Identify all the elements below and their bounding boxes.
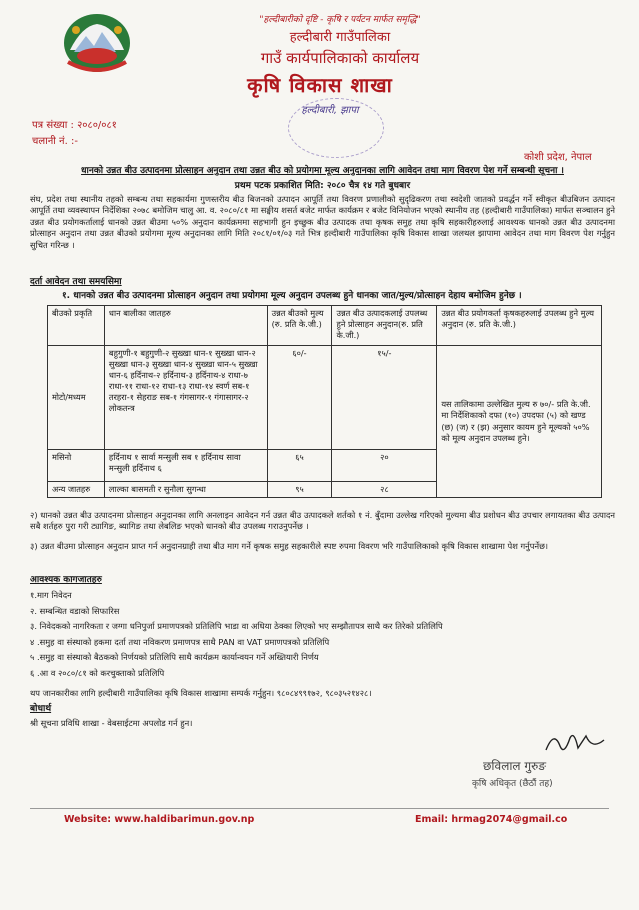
email-link[interactable]: Email: hrmag2074@gmail.co [415, 814, 568, 825]
list-item: ४ .समुह वा संस्थाको हकमा दर्ता तथा नविकरण प्रमाणपत्र साथै PAN वा VAT प्रमाणपत्रको प्रतिलिपि [30, 636, 330, 647]
cc-recipient: श्री सूचना प्रविधि शाखा - वेबसाईटमा अपलोड गर्न हुन। [30, 718, 193, 728]
documents-heading: आवश्यक कागजातहरु [30, 575, 102, 585]
cell-varieties: बहुगुणी-१ बहुगुणी-२ सुख्खा धान-१ सुख्खा धान-२ सुख्खा धान-३ सुख्खा धान-४ सुख्खा धान-५ सुख्खा धान-६ हर्दिनाथ-२ हर्दिनाथ-३ हर्दिनाथ-४ राधा-७ राधा-११ राधा-१२ राधा-१३ राधा-१४ स्वर्ण सब-१ तरहरा-१ सेहराङ सब-१ गंगसागर-१ गंगासागर-२ लोकतन्त्र [104, 346, 267, 450]
dispatch-number: चलानी नं. :- [32, 136, 78, 147]
signatory-name: छविलाल गुरुङ [483, 759, 546, 773]
signature-icon [540, 728, 610, 758]
municipality-name: हल्दीबारी गाउँपालिका [289, 30, 391, 45]
cell-incentive: २० [332, 450, 437, 482]
cell-price: ६५ [267, 450, 332, 482]
section-name: कृषि विकास शाखा [247, 73, 393, 97]
list-item: ६ .आ व २०८०/८१ को करचुक्ताको प्रतिलिपि [30, 667, 165, 678]
letter-number: पत्र संख्या : २०८०/०८१ [32, 120, 117, 131]
office-name: गाउँ कार्यपालिकाको कार्यालय [260, 49, 420, 67]
table-row [48, 346, 602, 450]
cc-heading: बोधार्थ [30, 704, 52, 714]
registration-heading: दर्ता आवेदन तथा समयसिमा [30, 277, 122, 287]
cell-varieties: लाल्का बासमती र सुनौला सुगन्धा [104, 482, 267, 498]
condition-paragraph-2: २) धानको उन्नत बीउ उत्पादनमा प्रोत्साहन अनुदानका लागि अनलाइन आवेदन गर्न उन्नत बीउ उत्पादकले शर्तको १ नं. बुँदामा उल्लेख गरिएको मुल्यमा बीउ प्रशोधन बीउ उपचार लगायतका बीउ उत्पादन सबै शर्तहरु पुरा गरी ट्यागिङ, ब्यागिङ तथा लेबलिङ भएको धानको बीउ उपलब्ध गराउनुपर्नेछ । [30, 510, 615, 532]
subsidy-table [47, 305, 602, 498]
condition-paragraph-3: ३) उन्नत बीउमा प्रोत्साहन अनुदान प्राप्त गर्न अनुदानग्राही तथा बीउ माग गर्ने कृषक समुह सहकारीले स्पष्ट रुपमा विवरण भरि गाउँपालिकाको कृषि विकास शाखामा पेश गर्नुपर्नेछ। [30, 541, 549, 551]
publish-date: प्रथम पटक प्रकाशित मिति: २०८० चैत्र १४ गते बुधबार [234, 181, 411, 191]
cell-nature: मसिनो [48, 450, 105, 482]
list-item: १.माग निवेदन [30, 590, 72, 600]
list-item: २. सम्बन्धित वडाको सिफारिस [30, 605, 120, 616]
cell-varieties: हर्दिनाथ १ सार्वा मन्सुली सब १ हर्दिनाथ सावा मन्सुली हर्दिनाथ ६ [104, 450, 267, 482]
district-label: हल्दीबारी, झापा [301, 105, 359, 116]
province-label: कोशी प्रदेश, नेपाल [524, 152, 592, 163]
website-link[interactable]: Website: www.haldibarimun.gov.np [64, 814, 255, 825]
col-producer-incentive: उन्नत बीउ उत्पादकलाई उपलब्ध हुने प्रोत्साहन अनुदान(रु. प्रति के.जी.) [332, 306, 437, 346]
cell-nature: मोटो/मध्यम [48, 346, 105, 450]
cell-price: ९५ [267, 482, 332, 498]
intro-paragraph: संघ, प्रदेश तथा स्थानीय तहको सम्बन्ध तथा सहकार्यमा गुणस्तरीय बीउ बिजनको उत्पादन आपूर्ति तथा विवरण प्रणालीको सुदृढिकरण तथा स्वदेशी जातको प्रवर्द्धन गर्ने स्वीकृत बीउबिजन उत्पादन आपूर्ति तथा व्यवस्थापन निर्देशिका २०७८ बमोजिम चालु आ. व. २०८०/८१ मा सङ्घीय शसर्त बजेट मार्फत कार्यक्रम र बजेट विनियोजन भएको स्थानीय तह (हल्दीबारी गाउँपालिका) मार्फत सञ्चालन हुने उन्नत बीउ प्रयोगकर्तालाई धानको उन्नत बीउमा ५०% अनुदान कार्यक्रममा सहभागी हुन इच्छुक बीउ उत्पादक तथा कृषक समुह तथा कृषि सहकारीहरुलाई आवश्यक धानको उन्नत बीउ उत्पादनमा प्रोत्साहन अनुदान तथा उन्नत बीउको प्रयोगमा मूल्य अनुदानका लागि मिति २०८१/०१/०३ गते भित्र हल्दीबारी गाउँपालिका कृषि विकास शाखा जलथल झापामा आवेदन तथा माग विवरण पेश गर्नुहुन सुचित गरिन्छ । [30, 194, 615, 250]
footer-divider [30, 808, 609, 809]
list-item: ३. निवेदकको नागरिकता र जग्गा धनिपुर्जा प्रमाणपत्रको प्रतिलिपि भाडा वा अधिया ठेक्का लिएको भए सम्झौतापत्र साथै कर तिरेको प्रतिलिपि [30, 621, 443, 632]
cell-nature: अन्य जातहरु [48, 482, 105, 498]
letter-footer [0, 808, 639, 830]
col-seed-nature: बीउको प्रकृति [48, 306, 105, 346]
cell-incentive: १५/- [332, 346, 437, 450]
nepal-emblem-icon [62, 12, 132, 74]
documents-list [30, 590, 615, 684]
col-varieties: धान बालीका जातहरु [104, 306, 267, 346]
table-title: १. धानको उन्नत बीउ उत्पादनमा प्रोत्साहन अनुदान तथा प्रयोगमा मूल्य अनुदान उपलब्ध हुने धानका जात/मुल्य/प्रोत्साहन देहाय बमोजिम हुनेछ । [62, 291, 522, 301]
contact-info: थप जानकारीका लागि हल्दीबारी गाउँपालिका कृषि विकास शाखामा सम्पर्क गर्नुहुन। ९८०८४९९१७२, ९८०३५२१४२८। [30, 688, 372, 698]
list-item: ५ .समुह वा संस्थाको बैठकको निर्णयको प्रतिलिपि साथै कार्यक्रम कार्यान्वयन गर्ने अख्तियारी निर्णय [30, 652, 319, 663]
cell-price: ६०/- [267, 346, 332, 450]
notice-subject: धानको उन्नत बीउ उत्पादनमा प्रोत्साहन अनुदान तथा उन्नत बीउ को प्रयोगमा मूल्य अनुदानका लागि आवेदन तथा माग विवरण पेश गर्ने सम्बन्धी सूचना । [81, 166, 564, 176]
cell-user-subsidy: यस तालिकामा उल्लेखित मुल्य रु ७०/- प्रति के.जी. मा निर्देशिकाको दफा (१०) उपदफा (५) को खण्ड (छ) (ज) र (झ) अनुसार कायम हुने मूल्यको ५०% को मूल्य अनुदान उपलब्ध हुने। [437, 346, 602, 498]
col-user-subsidy: उन्नत बीउ प्रयोगकर्ता कृषकहरुलाई उपलब्ध हुने मुल्य अनुदान (रु. प्रति के.जी.) [437, 306, 602, 346]
col-price: उन्नत बीउको मुल्य (रु. प्रति के.जी.) [267, 306, 332, 346]
table-header-row [48, 306, 602, 346]
signatory-title: कृषि अधिकृत (छैठौं तह) [472, 779, 553, 789]
slogan: "हल्दीबारीको दृष्टि - कृषि र पर्यटन मार्फत समृद्धि" [259, 15, 421, 25]
cell-incentive: २८ [332, 482, 437, 498]
